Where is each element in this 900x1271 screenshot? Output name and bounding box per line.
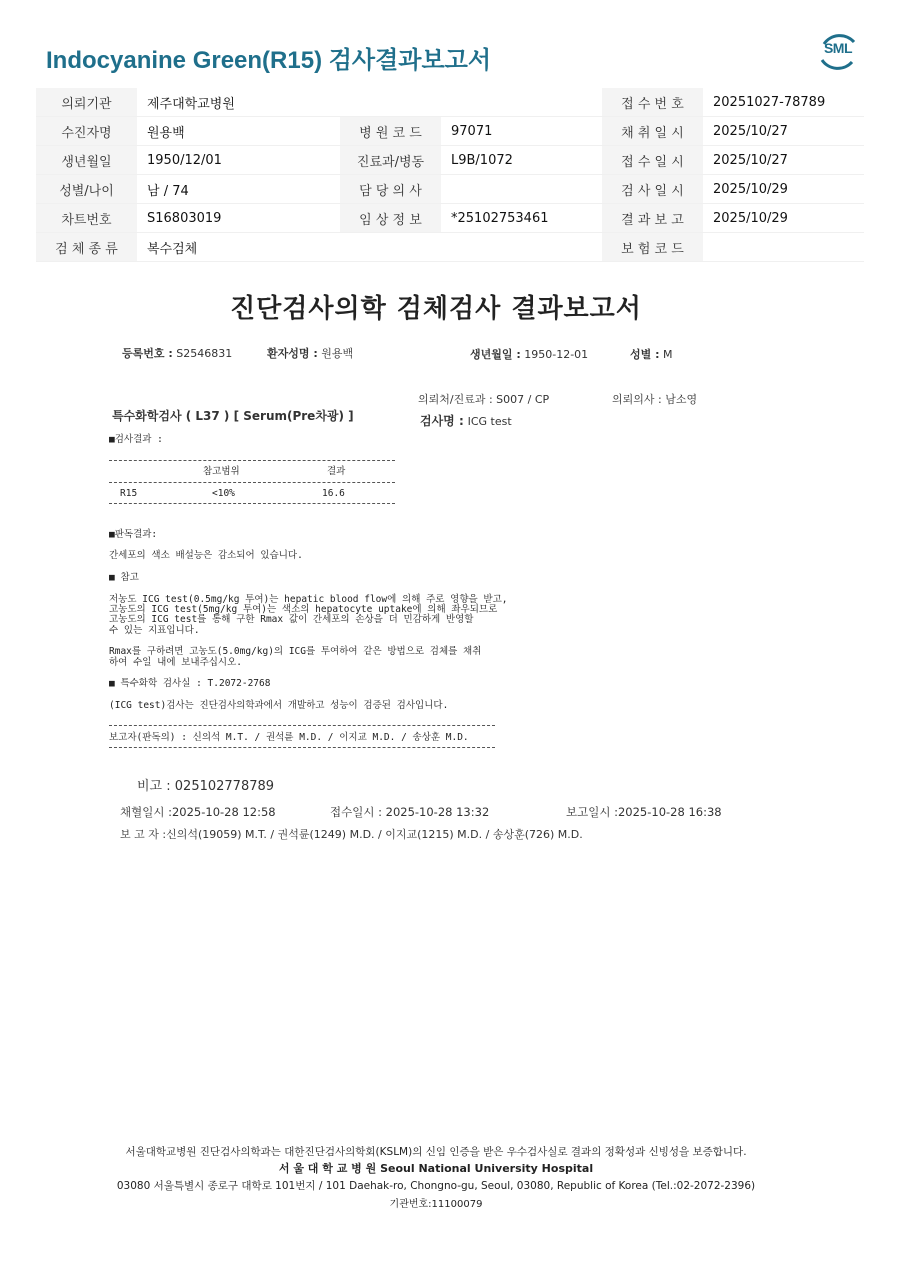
info-label: 성별/나이 [36, 175, 137, 204]
info-row [36, 88, 864, 117]
report-heading: 진단검사의학 검체검사 결과보고서 [230, 294, 642, 324]
footer-address: 03080 서울특별시 종로구 대학로 101번지 / 101 Daehak-ro, Chongno-gu, Seoul, 03080, Republic of Korea (Tel.:02-2072-2396) [116, 1180, 756, 1192]
info-value: 2025/10/29 [703, 175, 864, 204]
footer-institution-no: 기관번호:11100079 [389, 1199, 483, 1210]
info-label: 의뢰기관 [36, 88, 137, 117]
lab-line: ■ 특수화학 검사실 : T.2072-2768 [109, 678, 271, 689]
info-label: 병 원 코 드 [340, 117, 441, 146]
note-line: 저농도 ICG test(0.5mg/kg 투여)는 hepatic blood flow에 의해 주로 영향을 받고, [109, 594, 508, 605]
info-row [36, 146, 864, 175]
col-ref-header: 참고범위 [203, 466, 240, 477]
info-value: 제주대학교병원 [137, 88, 340, 117]
info-value: 2025/10/27 [703, 117, 864, 146]
info-value: L9B/1072 [441, 146, 602, 175]
info-label: 생년월일 [36, 146, 137, 175]
info-value: 남 / 74 [137, 175, 340, 204]
doctor-info: 의뢰의사 : 남소영 [612, 393, 698, 406]
info-value: 원용백 [137, 117, 340, 146]
info-label: 진료과/병동 [340, 146, 441, 175]
result-value: 16.6 [322, 488, 345, 499]
info-row [36, 117, 864, 146]
info-value: 20251027-78789 [703, 88, 864, 117]
collect-time: 채혈일시 :2025-10-28 12:58 [120, 805, 276, 819]
info-value [703, 233, 864, 262]
result-ref: <10% [212, 488, 235, 499]
test-name: 검사명 : ICG test [420, 414, 512, 428]
info-value: 97071 [441, 117, 602, 146]
info-label [340, 233, 441, 262]
info-label: 접 수 번 호 [602, 88, 703, 117]
footer-hospital: 서 울 대 학 교 병 원 Seoul National University Hospital [278, 1162, 594, 1175]
note-header: ■ 참고 [109, 572, 139, 583]
info-value [441, 175, 602, 204]
info-label: 결 과 보 고 [602, 204, 703, 233]
reporter-line: 보고자(판독의) : 신의석 M.T. / 권석륜 M.D. / 이지교 M.D. / 송상훈 M.D. [109, 732, 469, 743]
remark: 비고 : 025102778789 [137, 779, 275, 794]
document-title: Indocyanine Green(R15) 검사결과보고서 [46, 47, 492, 74]
info-row [36, 233, 864, 262]
section-title: 특수화학검사 ( L37 ) [ Serum(Pre차광) ] [112, 409, 354, 423]
info-value: 2025/10/27 [703, 146, 864, 175]
note-line: 고농도의 ICG test(5mg/kg 투여)는 색소의 hepatocyte uptake에 의해 좌우되므로 [109, 604, 498, 615]
info-label: 담 당 의 사 [340, 175, 441, 204]
info-value: S16803019 [137, 204, 340, 233]
sex-info: 성별 : M [630, 348, 673, 361]
info-label: 보 험 코 드 [602, 233, 703, 262]
info-value [441, 88, 602, 117]
divider [109, 482, 395, 483]
info-label: 채 취 일 시 [602, 117, 703, 146]
footer-certification: 서울대학교병원 진단검사의학과는 대한진단검사의학회(KSLM)의 신임 인증을 받은 우수검사실로 결과의 정확성과 신빙성을 보증합니다. [125, 1146, 747, 1158]
note-line: 고농도의 ICG test를 통해 구한 Rmax 값이 간세포의 손상을 더 민감하게 반영할 [109, 614, 474, 625]
info-value: 복수검체 [137, 233, 340, 262]
dev-line: (ICG test)검사는 진단검사의학과에서 개발하고 성능이 검증된 검사입니다. [109, 700, 449, 711]
info-label [340, 88, 441, 117]
info-value [441, 233, 602, 262]
divider [109, 747, 495, 748]
info-value: 2025/10/29 [703, 204, 864, 233]
judgment-header: ■판독결과: [109, 529, 158, 540]
result-item: R15 [120, 488, 138, 499]
logo-text: SML [823, 40, 853, 56]
info-value: 1950/12/01 [137, 146, 340, 175]
rmax-line: Rmax를 구하려면 고농도(5.0mg/kg)의 ICG를 투여하여 같은 방법으로 검체를 채취 [109, 646, 482, 657]
note-line: 수 있는 지표입니다. [109, 625, 200, 636]
info-label: 차트번호 [36, 204, 137, 233]
info-label: 수진자명 [36, 117, 137, 146]
judgment-text: 간세포의 색소 배설능은 감소되어 있습니다. [109, 550, 303, 561]
info-table [36, 88, 864, 262]
dept-info: 의뢰처/진료과 : S007 / CP [418, 393, 550, 406]
divider [109, 460, 395, 461]
info-label: 임 상 정 보 [340, 204, 441, 233]
reporters: 보 고 자 :신의석(19059) M.T. / 권석륜(1249) M.D. / 이지교(1215) M.D. / 송상훈(726) M.D. [120, 828, 583, 841]
info-label: 검 체 종 류 [36, 233, 137, 262]
report-time: 보고일시 :2025-10-28 16:38 [566, 805, 722, 819]
rmax-line: 하여 수일 내에 보내주십시오. [109, 657, 243, 668]
result-header: ■검사결과 : [109, 434, 163, 445]
sml-logo [816, 30, 860, 74]
dob-info: 생년월일 : 1950-12-01 [470, 348, 589, 361]
info-row [36, 175, 864, 204]
divider [109, 503, 395, 504]
col-result-header: 결과 [327, 466, 346, 477]
info-label: 검 사 일 시 [602, 175, 703, 204]
info-label: 접 수 일 시 [602, 146, 703, 175]
info-row [36, 204, 864, 233]
reg-info: 등록번호 : S2546831 [122, 347, 233, 360]
info-value: *25102753461 [441, 204, 602, 233]
receive-time: 접수일시 : 2025-10-28 13:32 [330, 805, 490, 819]
patient-info: 환자성명 : 원용백 [267, 347, 354, 360]
divider [109, 725, 495, 726]
